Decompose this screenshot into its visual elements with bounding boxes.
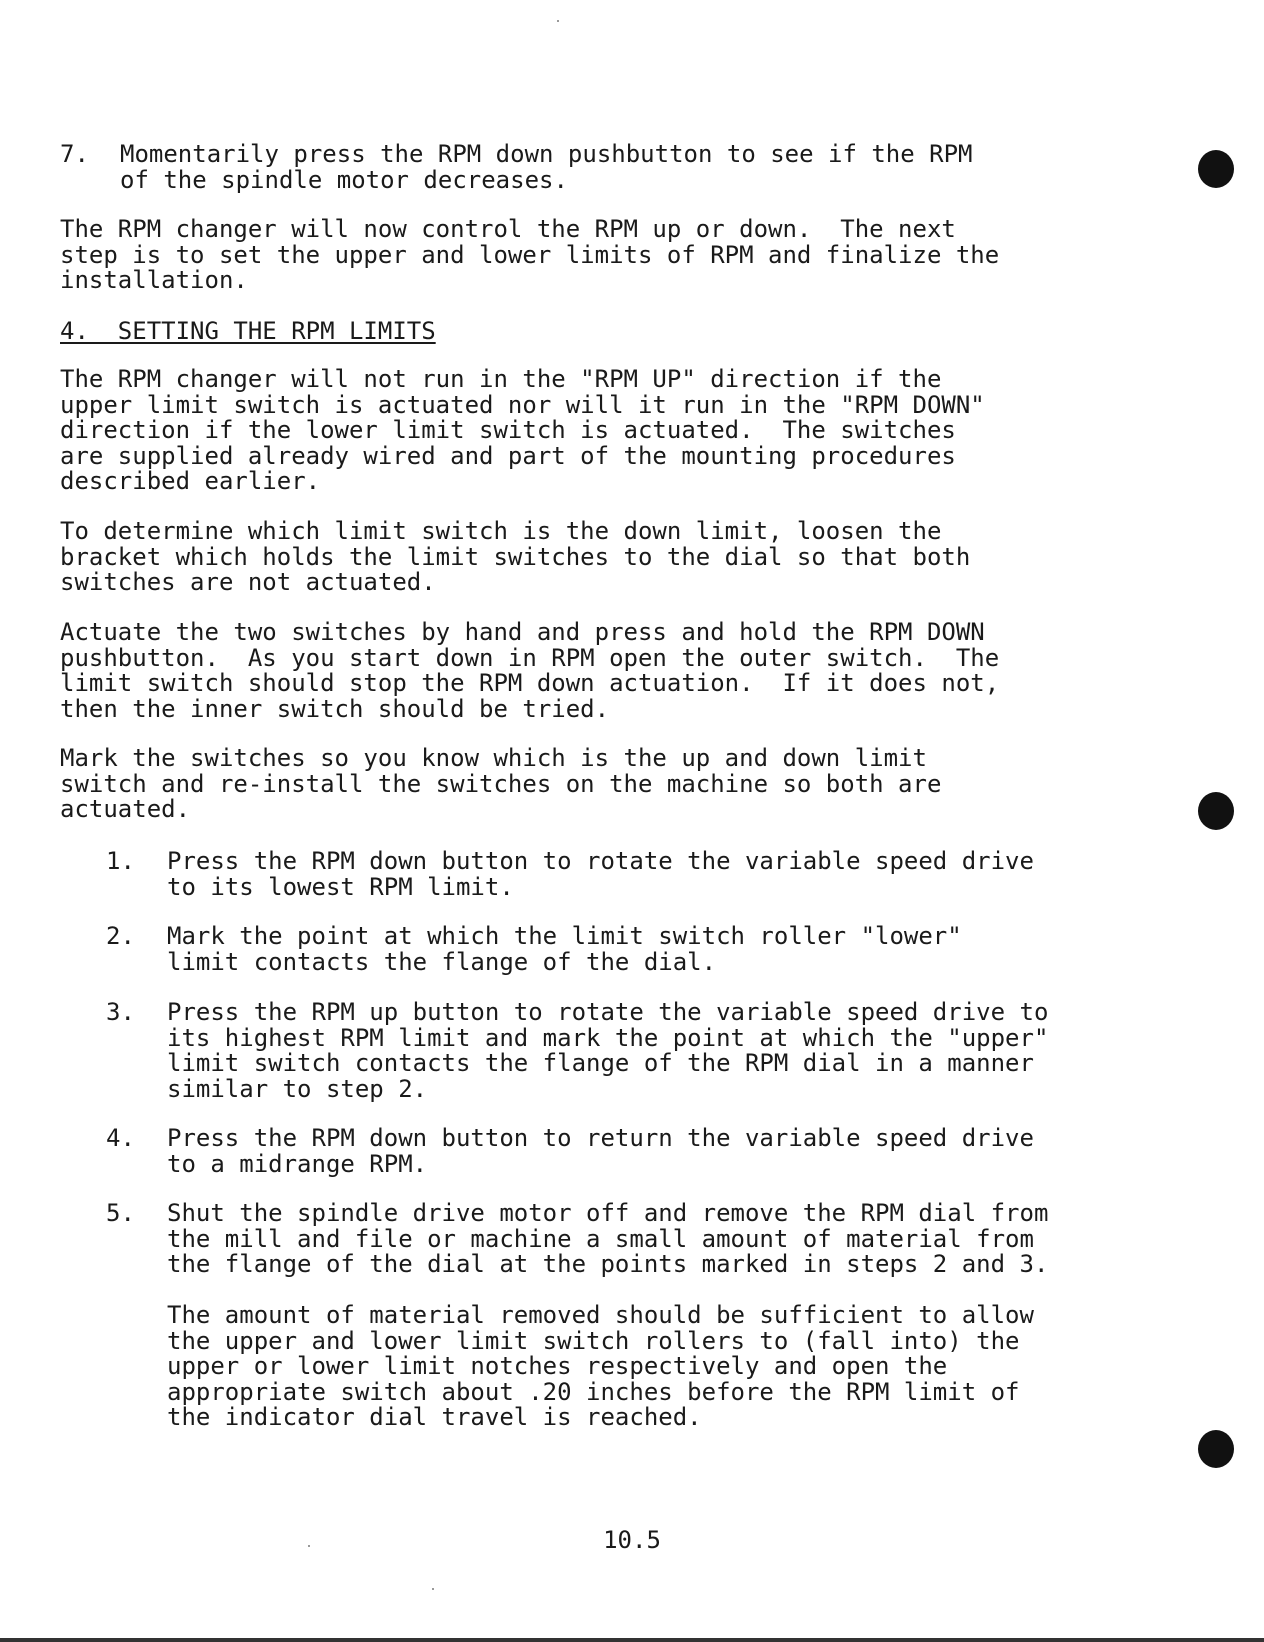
punch-hole-bottom	[1198, 1430, 1234, 1468]
paragraph-determine-down-limit: To determine which limit switch is the down limit, loosen the bracket which holds the limit switches to the dial so that both switches are not actuated.	[60, 517, 971, 596]
page-number: 10.5	[603, 1526, 661, 1554]
scan-speck	[557, 20, 559, 22]
step-4-number: 4.	[106, 1124, 135, 1152]
scan-speck	[432, 1588, 434, 1590]
step-2-number: 2.	[106, 922, 135, 950]
paragraph-actuate-switches: Actuate the two switches by hand and press and hold the RPM DOWN pushbutton. As you start down in RPM open the outer switch. The limit switch should stop the RPM down actuation. If it does not, then the inner switch should be tried.	[60, 618, 1000, 723]
step-7-text: Momentarily press the RPM down pushbutton to see if the RPM of the spindle motor decreases.	[120, 140, 973, 194]
step-2-text: Mark the point at which the limit switch roller "lower" limit contacts the flange of the dial.	[167, 922, 962, 976]
scan-speck	[308, 1545, 310, 1547]
scan-bottom-edge	[0, 1638, 1264, 1642]
step-7-number: 7.	[60, 140, 89, 168]
section-heading: 4. SETTING THE RPM LIMITS	[60, 317, 436, 345]
step-3-text: Press the RPM up button to rotate the variable speed drive to its highest RPM limit and mark the point at which the "upper" limit switch contacts the flange of the RPM dial in a manner similar to step 2.	[167, 998, 1049, 1103]
paragraph-limit-switch-behavior: The RPM changer will not run in the "RPM UP" direction if the upper limit switch is actuated nor will it run in the "RPM DOWN" direction if the lower limit switch is actuated. The switches are supplied already wired and part of the mounting procedures described earlier.	[60, 365, 985, 495]
step-4-text: Press the RPM down button to return the variable speed drive to a midrange RPM.	[167, 1124, 1034, 1178]
step-1-text: Press the RPM down button to rotate the variable speed drive to its lowest RPM limit.	[167, 847, 1034, 901]
step-5-note: The amount of material removed should be sufficient to allow the upper and lower limit switch rollers to (fall into) the upper or lower limit notches respectively and open the appropriate switch about .20 inches before the RPM limit of the indicator dial travel is reached.	[167, 1301, 1034, 1431]
punch-hole-middle	[1198, 792, 1234, 830]
paragraph-mark-switches: Mark the switches so you know which is the up and down limit switch and re-install the switches on the machine so both are actuated.	[60, 744, 942, 823]
step-1-number: 1.	[106, 847, 135, 875]
punch-hole-top	[1198, 150, 1234, 188]
step-5-number: 5.	[106, 1199, 135, 1227]
intro-paragraph: The RPM changer will now control the RPM up or down. The next step is to set the upper and lower limits of RPM and finalize the installation.	[60, 215, 1000, 294]
step-5-text: Shut the spindle drive motor off and remove the RPM dial from the mill and file or machine a small amount of material from the flange of the dial at the points marked in steps 2 and 3.	[167, 1199, 1049, 1278]
step-3-number: 3.	[106, 998, 135, 1026]
